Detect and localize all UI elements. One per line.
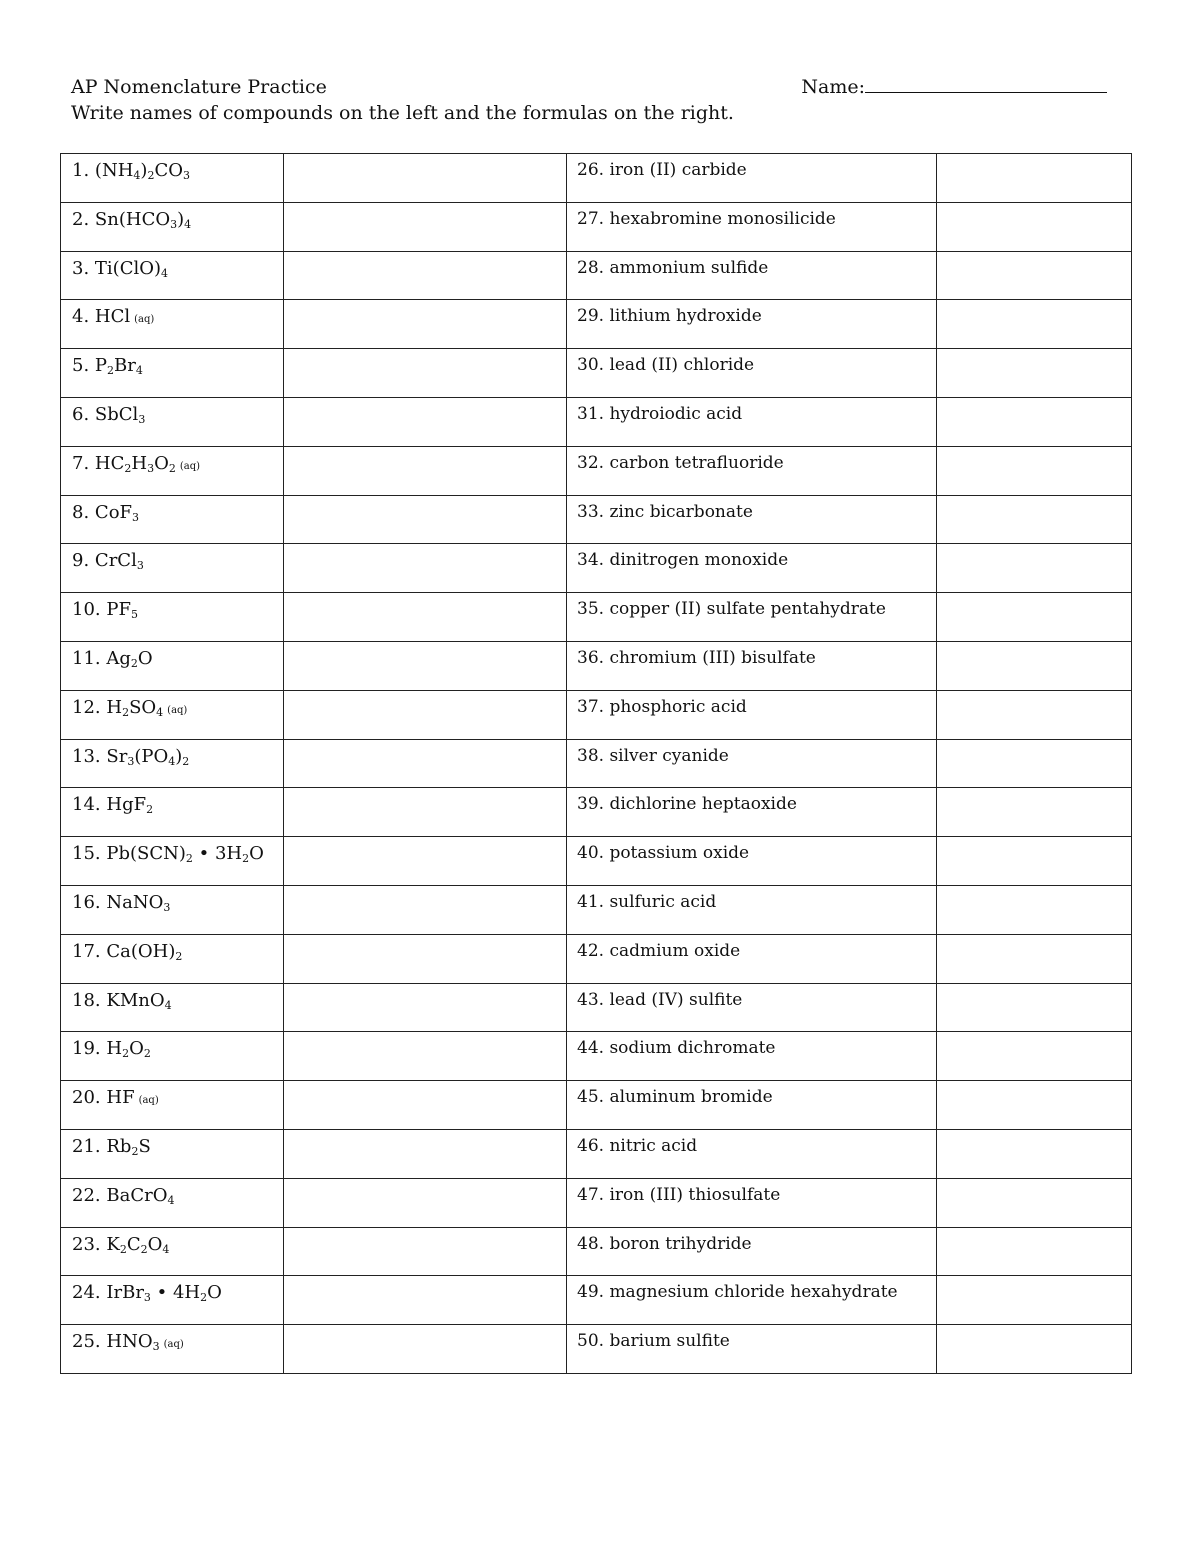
name-question: 30. lead (II) chloride (567, 349, 937, 398)
table-row (61, 1129, 1132, 1178)
formula-text: Sn(HCO (94, 208, 171, 230)
name-answer-cell[interactable] (284, 1129, 567, 1178)
table-row (61, 690, 1132, 739)
formula-text: Sr (106, 745, 128, 767)
name-question: 45. aluminum bromide (567, 1081, 937, 1130)
question-number: 16. (72, 891, 101, 913)
formula-subscript: 4 (161, 266, 169, 280)
name-question: 38. silver cyanide (567, 739, 937, 788)
formula-answer-cell[interactable] (937, 885, 1132, 934)
formula-answer-cell[interactable] (937, 788, 1132, 837)
formula-text: NaNO (106, 891, 164, 913)
question-number: 2. (72, 208, 90, 230)
worksheet-header (71, 74, 1111, 126)
formula-subscript: 2 (143, 1047, 151, 1061)
question-number: 9. (72, 550, 90, 572)
formula-question (61, 397, 284, 446)
name-answer-cell[interactable] (284, 397, 567, 446)
table-row (61, 251, 1132, 300)
formula-text: P (94, 355, 108, 377)
formula-answer-cell[interactable] (937, 983, 1132, 1032)
formula-text: Ti(ClO) (94, 257, 162, 279)
formula-text: ) (177, 208, 185, 230)
formula-answer-cell[interactable] (937, 837, 1132, 886)
formula-subscript: 3 (152, 1340, 160, 1354)
formula-question (61, 1178, 284, 1227)
table-row (61, 739, 1132, 788)
formula-text: SO (129, 696, 157, 718)
formula-answer-cell[interactable] (937, 1276, 1132, 1325)
formula-subscript: 2 (168, 461, 176, 475)
formula-subscript: 3 (170, 217, 178, 231)
formula-subscript: 2 (242, 852, 250, 866)
table-row (61, 154, 1132, 203)
formula-question (61, 1129, 284, 1178)
question-number: 17. (72, 940, 101, 962)
table-row (61, 593, 1132, 642)
formula-text: K (106, 1233, 120, 1255)
name-answer-cell[interactable] (284, 593, 567, 642)
formula-question (61, 300, 284, 349)
formula-answer-cell[interactable] (937, 251, 1132, 300)
table-row (61, 1178, 1132, 1227)
formula-question (61, 202, 284, 251)
formula-subscript: 2 (185, 852, 193, 866)
formula-text: O (147, 1233, 163, 1255)
name-field[interactable] (801, 74, 1107, 100)
name-answer-cell[interactable] (284, 202, 567, 251)
formula-answer-cell[interactable] (937, 690, 1132, 739)
question-number: 4. (72, 306, 90, 328)
formula-text: CO (154, 160, 183, 181)
name-question: 47. iron (III) thiosulfate (567, 1178, 937, 1227)
table-row (61, 885, 1132, 934)
formula-answer-cell[interactable] (937, 202, 1132, 251)
formula-text: Br (114, 355, 136, 377)
name-question: 40. potassium oxide (567, 837, 937, 886)
name-answer-cell[interactable] (284, 1227, 567, 1276)
formula-text: ) (140, 160, 148, 181)
formula-subscript: 3 (127, 754, 135, 768)
name-blank-line[interactable] (865, 74, 1107, 93)
nomenclature-table (60, 153, 1132, 1374)
formula-text: HC (94, 452, 125, 474)
name-answer-cell[interactable] (284, 690, 567, 739)
formula-subscript: 2 (131, 1144, 139, 1158)
formula-answer-cell[interactable] (937, 641, 1132, 690)
table-row (61, 397, 1132, 446)
question-number: 15. (72, 843, 101, 865)
formula-subscript: 2 (175, 949, 183, 963)
formula-subscript: 2 (122, 705, 130, 719)
question-number: 6. (72, 403, 90, 425)
question-number: 11. (72, 647, 101, 669)
formula-question (61, 837, 284, 886)
formula-text: O (137, 647, 153, 669)
formula-answer-cell[interactable] (937, 154, 1132, 203)
question-number: 10. (72, 599, 101, 621)
table-row (61, 837, 1132, 886)
formula-text: HCl (94, 306, 131, 328)
formula-subscript: 2 (147, 169, 155, 182)
question-number: 25. (72, 1331, 101, 1353)
formula-answer-cell[interactable] (937, 495, 1132, 544)
formula-subscript: 3 (147, 461, 155, 475)
formula-question (61, 983, 284, 1032)
table-row (61, 983, 1132, 1032)
formula-subscript: 4 (156, 705, 164, 719)
formula-text: O (207, 1282, 222, 1304)
name-label: Name: (801, 76, 865, 98)
table-row (61, 544, 1132, 593)
formula-question (61, 349, 284, 398)
formula-text: BaCrO (106, 1184, 168, 1206)
aqueous-label: (aq) (179, 460, 201, 472)
formula-question (61, 739, 284, 788)
formula-answer-cell[interactable] (937, 593, 1132, 642)
formula-question (61, 885, 284, 934)
formula-subscript: 2 (140, 1242, 148, 1256)
name-answer-cell[interactable] (284, 300, 567, 349)
formula-question (61, 251, 284, 300)
name-answer-cell[interactable] (284, 837, 567, 886)
formula-question (61, 1081, 284, 1130)
formula-text: Rb (106, 1135, 132, 1157)
aqueous-label: (aq) (134, 314, 155, 326)
question-number: 13. (72, 745, 101, 767)
name-answer-cell[interactable] (284, 446, 567, 495)
formula-text: O (154, 452, 169, 474)
formula-subscript: 4 (164, 998, 172, 1012)
formula-answer-cell[interactable] (937, 1178, 1132, 1227)
name-question: 39. dichlorine heptaoxide (567, 788, 937, 837)
table-row (61, 1325, 1132, 1374)
question-number: 12. (72, 696, 101, 718)
formula-text: C (126, 1233, 141, 1255)
formula-subscript: 4 (162, 1242, 170, 1256)
formula-subscript: 2 (124, 461, 132, 475)
formula-answer-cell[interactable] (937, 1129, 1132, 1178)
formula-text: KMnO (106, 989, 165, 1011)
formula-text: CrCl (94, 550, 137, 572)
question-number: 14. (72, 794, 101, 816)
formula-subscript: 5 (130, 608, 138, 622)
formula-answer-cell[interactable] (937, 544, 1132, 593)
formula-subscript: 3 (138, 412, 146, 426)
name-answer-cell[interactable] (284, 251, 567, 300)
formula-question (61, 154, 284, 203)
formula-text: Ag (106, 647, 131, 669)
formula-text: H (106, 696, 123, 718)
formula-subscript: 2 (182, 754, 190, 768)
name-question: 43. lead (IV) sulfite (567, 983, 937, 1032)
formula-subscript: 3 (132, 510, 140, 524)
formula-text: O (249, 843, 264, 865)
name-question: 50. barium sulfite (567, 1325, 937, 1374)
name-question: 46. nitric acid (567, 1129, 937, 1178)
table-row (61, 202, 1132, 251)
table-row (61, 788, 1132, 837)
name-answer-cell[interactable] (284, 349, 567, 398)
formula-answer-cell[interactable] (937, 1227, 1132, 1276)
table-row (61, 300, 1132, 349)
aqueous-label: (aq) (163, 1339, 184, 1351)
question-number: 1. (72, 160, 90, 181)
formula-text: S (138, 1135, 151, 1157)
formula-answer-cell[interactable] (937, 1032, 1132, 1081)
name-question: 26. iron (II) carbide (567, 154, 937, 203)
formula-answer-cell[interactable] (937, 1325, 1132, 1374)
formula-text: HgF (106, 794, 147, 816)
formula-subscript: 3 (182, 169, 190, 182)
question-number: 21. (72, 1135, 101, 1157)
name-question: 33. zinc bicarbonate (567, 495, 937, 544)
aqueous-label: (aq) (138, 1095, 159, 1107)
formula-text: PF (106, 599, 131, 621)
name-answer-cell[interactable] (284, 154, 567, 203)
formula-subscript: 2 (119, 1242, 127, 1256)
formula-text: ) (175, 745, 183, 767)
name-question: 49. magnesium chloride hexahydrate (567, 1276, 937, 1325)
formula-question (61, 446, 284, 495)
question-number: 5. (72, 355, 90, 377)
formula-text: H (106, 1038, 123, 1060)
table-row (61, 1227, 1132, 1276)
question-number: 7. (72, 452, 90, 474)
formula-subscript: 3 (143, 1291, 151, 1305)
question-number: 22. (72, 1184, 101, 1206)
name-answer-cell[interactable] (284, 1032, 567, 1081)
question-number: 19. (72, 1038, 101, 1060)
formula-answer-cell[interactable] (937, 739, 1132, 788)
name-question: 44. sodium dichromate (567, 1032, 937, 1081)
formula-answer-cell[interactable] (937, 349, 1132, 398)
formula-question (61, 1032, 284, 1081)
table-row (61, 446, 1132, 495)
name-question: 41. sulfuric acid (567, 885, 937, 934)
formula-text: SbCl (94, 403, 139, 425)
name-answer-cell[interactable] (284, 1081, 567, 1130)
question-number: 20. (72, 1087, 101, 1109)
formula-question (61, 1227, 284, 1276)
formula-question (61, 544, 284, 593)
name-answer-cell[interactable] (284, 641, 567, 690)
formula-subscript: 4 (168, 754, 176, 768)
table-body (61, 154, 1132, 1374)
formula-subscript: 2 (122, 1047, 130, 1061)
formula-question (61, 934, 284, 983)
formula-subscript: 2 (130, 656, 138, 670)
formula-answer-cell[interactable] (937, 1081, 1132, 1130)
name-answer-cell[interactable] (284, 885, 567, 934)
formula-text: IrBr (106, 1282, 144, 1304)
formula-text: • 4H (150, 1282, 201, 1304)
formula-question (61, 1325, 284, 1374)
formula-text: O (129, 1038, 144, 1060)
formula-subscript: 2 (200, 1291, 208, 1305)
formula-question (61, 495, 284, 544)
name-question: 27. hexabromine monosilicide (567, 202, 937, 251)
table-row (61, 1081, 1132, 1130)
table-row (61, 1032, 1132, 1081)
name-question: 36. chromium (III) bisulfate (567, 641, 937, 690)
name-question: 32. carbon tetrafluoride (567, 446, 937, 495)
name-question: 31. hydroiodic acid (567, 397, 937, 446)
formula-text: Ca(OH) (106, 940, 176, 962)
name-answer-cell[interactable] (284, 983, 567, 1032)
name-question: 42. cadmium oxide (567, 934, 937, 983)
question-number: 3. (72, 257, 90, 279)
table-row (61, 641, 1132, 690)
header-top-line (71, 74, 1111, 100)
name-answer-cell[interactable] (284, 1178, 567, 1227)
name-answer-cell[interactable] (284, 1276, 567, 1325)
formula-subscript: 4 (167, 1193, 175, 1207)
formula-subscript: 4 (184, 217, 192, 231)
formula-text: H (131, 452, 148, 474)
name-answer-cell[interactable] (284, 934, 567, 983)
formula-text: HF (106, 1087, 135, 1109)
formula-answer-cell[interactable] (937, 934, 1132, 983)
formula-text: (NH (94, 160, 134, 181)
question-number: 23. (72, 1233, 101, 1255)
table-row (61, 934, 1132, 983)
formula-text: Pb(SCN) (106, 843, 186, 865)
name-question: 29. lithium hydroxide (567, 300, 937, 349)
name-question: 48. boron trihydride (567, 1227, 937, 1276)
question-number: 18. (72, 989, 101, 1011)
aqueous-label: (aq) (167, 704, 188, 716)
formula-subscript: 4 (135, 364, 143, 378)
formula-question (61, 788, 284, 837)
formula-answer-cell[interactable] (937, 446, 1132, 495)
formula-question (61, 641, 284, 690)
worksheet-title: AP Nomenclature Practice (71, 76, 327, 98)
formula-subscript: 4 (133, 169, 141, 182)
formula-question (61, 593, 284, 642)
formula-text: CoF (94, 501, 133, 523)
name-question: 34. dinitrogen monoxide (567, 544, 937, 593)
question-number: 8. (72, 501, 90, 523)
table-row (61, 495, 1132, 544)
name-answer-cell[interactable] (284, 544, 567, 593)
name-answer-cell[interactable] (284, 1325, 567, 1374)
formula-subscript: 3 (136, 559, 144, 573)
formula-question (61, 690, 284, 739)
formula-subscript: 2 (146, 803, 154, 817)
name-answer-cell[interactable] (284, 495, 567, 544)
formula-text: • 3H (192, 843, 243, 865)
table-row (61, 349, 1132, 398)
name-answer-cell[interactable] (284, 739, 567, 788)
name-question: 37. phosphoric acid (567, 690, 937, 739)
instructions: Write names of compounds on the left and the formulas on the right. (71, 102, 734, 124)
formula-question (61, 1276, 284, 1325)
name-question: 35. copper (II) sulfate pentahydrate (567, 593, 937, 642)
formula-subscript: 3 (163, 900, 171, 914)
formula-subscript: 2 (107, 364, 115, 378)
table-row (61, 1276, 1132, 1325)
question-number: 24. (72, 1282, 101, 1304)
name-answer-cell[interactable] (284, 788, 567, 837)
formula-text: HNO (106, 1331, 153, 1353)
formula-answer-cell[interactable] (937, 397, 1132, 446)
formula-text: (PO (134, 745, 169, 767)
formula-answer-cell[interactable] (937, 300, 1132, 349)
name-question: 28. ammonium sulfide (567, 251, 937, 300)
